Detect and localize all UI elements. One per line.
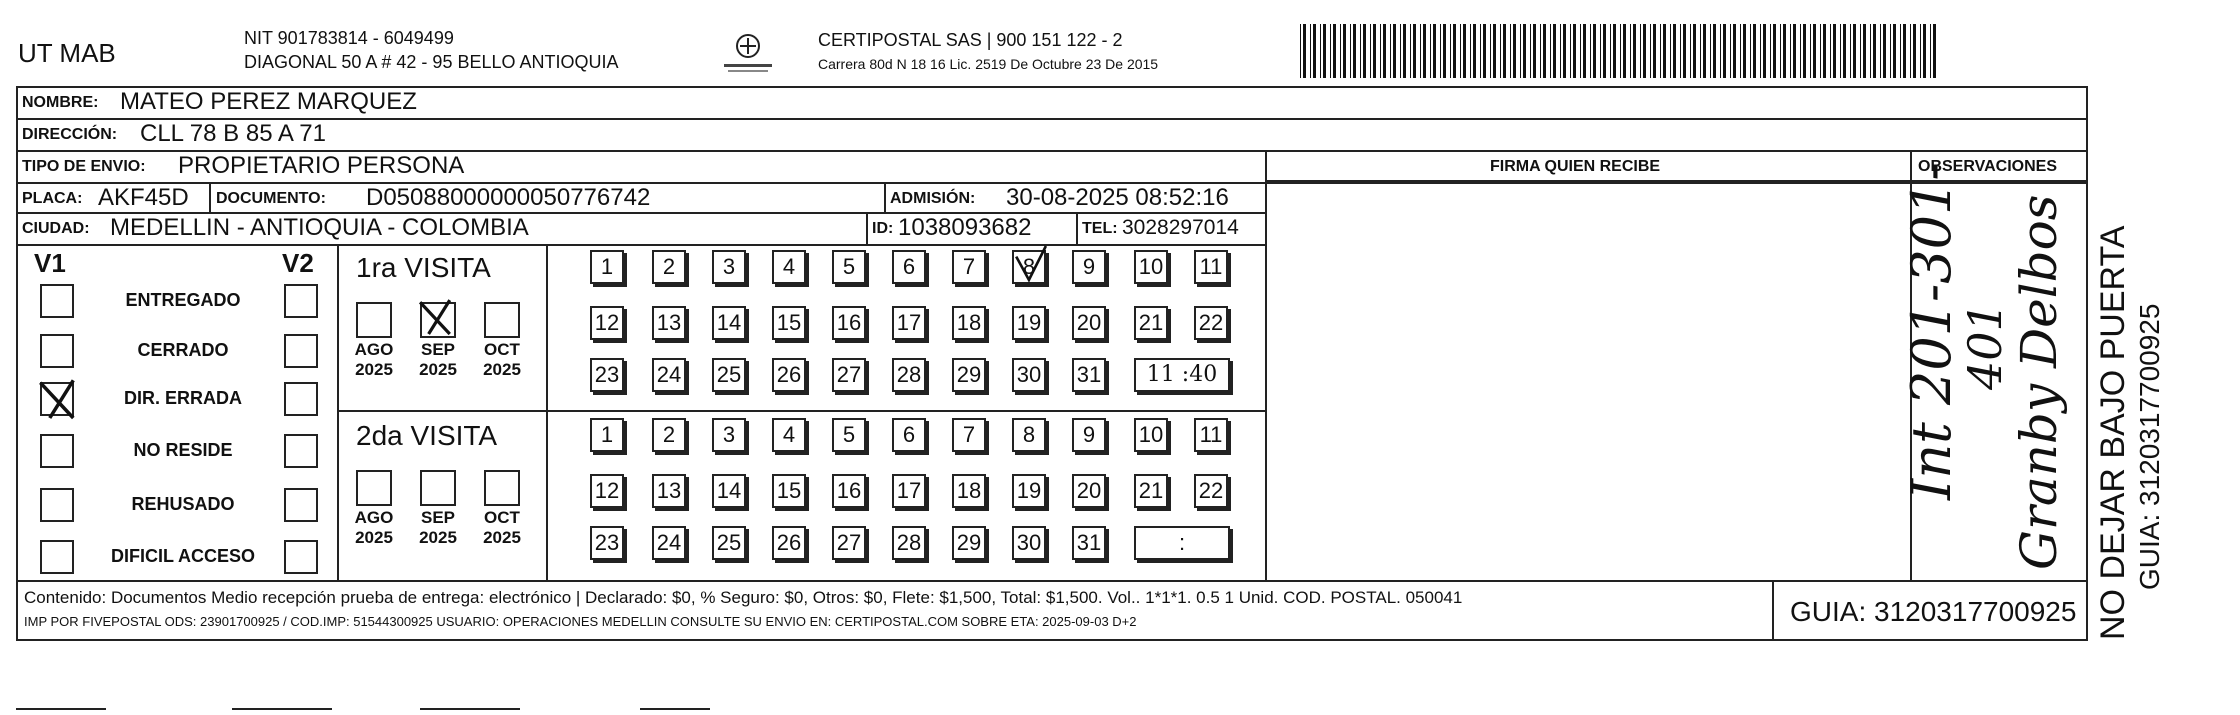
day-box[interactable]: 9 [1072, 418, 1106, 452]
day-box[interactable]: 28 [892, 526, 926, 560]
day-box[interactable]: 22 [1194, 306, 1228, 340]
time-box[interactable]: 11 :40 [1134, 358, 1230, 392]
v1-checkbox[interactable] [40, 382, 74, 416]
day-box[interactable]: 17 [892, 474, 926, 508]
day-box[interactable]: 5 [832, 250, 866, 284]
firma-header: FIRMA QUIEN RECIBE [1490, 158, 1661, 175]
day-box[interactable]: 19 [1012, 306, 1046, 340]
day-box[interactable]: 16 [832, 474, 866, 508]
year-label: 2025 [419, 528, 457, 547]
day-box[interactable]: 17 [892, 306, 926, 340]
time-box[interactable]: : [1134, 526, 1230, 560]
direccion-label: DIRECCIÓN: [22, 126, 118, 143]
day-box[interactable]: 9 [1072, 250, 1106, 284]
admision-label: ADMISIÓN: [890, 190, 976, 207]
handwriting-line2: 401 [1958, 302, 2012, 390]
day-box[interactable]: 15 [772, 306, 806, 340]
day-box[interactable]: 21 [1134, 474, 1168, 508]
v2-checkbox[interactable] [284, 434, 318, 468]
status-label: ENTREGADO [125, 290, 241, 310]
day-box[interactable]: 2 [652, 250, 686, 284]
company-name: UT MAB [18, 38, 116, 68]
day-box[interactable]: 3 [712, 418, 746, 452]
day-box[interactable]: 2 [652, 418, 686, 452]
v1-checkbox[interactable] [40, 434, 74, 468]
placa-label: PLACA: [22, 190, 83, 207]
v2-checkbox[interactable] [284, 284, 318, 318]
year-label: 2025 [355, 528, 393, 547]
barcode [1300, 24, 1940, 78]
day-box[interactable]: 4 [772, 418, 806, 452]
day-box[interactable]: 6 [892, 250, 926, 284]
day-box[interactable]: 31 [1072, 526, 1106, 560]
year-label: 2025 [483, 528, 521, 547]
tel-label: TEL: [1082, 220, 1118, 237]
day-box[interactable]: 31 [1072, 358, 1106, 392]
ciudad-value: MEDELLIN - ANTIOQUIA - COLOMBIA [110, 214, 529, 241]
day-box[interactable]: 19 [1012, 474, 1046, 508]
day-box[interactable]: 10 [1134, 250, 1168, 284]
month-checkbox[interactable] [484, 302, 520, 338]
admision-value: 30-08-2025 08:52:16 [1006, 184, 1229, 211]
day-box[interactable]: 22 [1194, 474, 1228, 508]
side-warning: NO DEJAR BAJO PUERTA [2094, 225, 2132, 640]
day-box[interactable]: 1 [590, 418, 624, 452]
day-box[interactable]: 18 [952, 474, 986, 508]
day-box[interactable]: 29 [952, 358, 986, 392]
day-box[interactable]: 13 [652, 474, 686, 508]
day-box[interactable]: 6 [892, 418, 926, 452]
day-box[interactable]: 27 [832, 526, 866, 560]
status-label: NO RESIDE [133, 440, 233, 460]
day-box[interactable]: 30 [1012, 358, 1046, 392]
v1-checkbox[interactable] [40, 334, 74, 368]
carrier-license: Carrera 80d N 18 16 Lic. 2519 De Octubre 23 De 2015 [818, 56, 1159, 72]
day-box[interactable]: 1 [590, 250, 624, 284]
day-box[interactable]: 16 [832, 306, 866, 340]
documento-value: D05088000000050776742 [366, 184, 651, 211]
day-box[interactable]: 15 [772, 474, 806, 508]
v1-checkbox[interactable] [40, 540, 74, 574]
year-label: 2025 [419, 360, 457, 379]
day-box[interactable]: 26 [772, 358, 806, 392]
month-checkbox[interactable] [356, 302, 392, 338]
day-box[interactable]: 21 [1134, 306, 1168, 340]
day-box[interactable]: 3 [712, 250, 746, 284]
v2-header: V2 [282, 248, 314, 278]
footer-content: Contenido: Documentos Medio recepción prueba de entrega: electrónico | Declarado: $0, % Seguro: $0, Otros: $0, Flete: $1,500, Total: $1,500. Vol.. 1*1*1. 0.5 1 Unid. COD. POSTAL. 050041 [24, 588, 1463, 607]
month-checkbox[interactable] [420, 470, 456, 506]
tipo-envio-value: PROPIETARIO PERSONA [178, 152, 465, 179]
handwriting-line1: Int 201-301- [1900, 162, 1963, 500]
placa-value: AKF45D [98, 184, 189, 211]
status-label: REHUSADO [131, 494, 235, 514]
documento-label: DOCUMENTO: [216, 190, 326, 207]
day-box[interactable]: 7 [952, 418, 986, 452]
id-label: ID: [872, 220, 894, 237]
status-label: CERRADO [137, 340, 229, 360]
v1-checkbox[interactable] [40, 488, 74, 522]
month-label: SEP [420, 508, 456, 527]
day-box[interactable]: 5 [832, 418, 866, 452]
day-box[interactable]: 24 [652, 526, 686, 560]
month-label: AGO [354, 340, 394, 359]
v2-checkbox[interactable] [284, 488, 318, 522]
status-label: DIR. ERRADA [123, 388, 242, 408]
day-box[interactable]: 11 [1194, 250, 1228, 284]
status-label: DIFICIL ACCESO [110, 546, 255, 566]
day-box[interactable]: 12 [590, 306, 624, 340]
day-box[interactable]: 29 [952, 526, 986, 560]
day-box[interactable]: 20 [1072, 474, 1106, 508]
side-guia: GUIA: 3120317700925 [2134, 303, 2165, 590]
year-label: 2025 [355, 360, 393, 379]
nombre-value: MATEO PEREZ MARQUEZ [120, 88, 417, 115]
month-checkbox[interactable] [420, 302, 456, 338]
day-box[interactable]: 26 [772, 526, 806, 560]
day-box[interactable]: 20 [1072, 306, 1106, 340]
handwriting-line3: Granby Delbos [2010, 194, 2068, 570]
observaciones-header: OBSERVACIONES [1918, 158, 2057, 175]
v1-header: V1 [34, 248, 66, 278]
day-box[interactable]: 24 [652, 358, 686, 392]
day-box[interactable]: 30 [1012, 526, 1046, 560]
v2-checkbox[interactable] [284, 334, 318, 368]
month-label: OCT [484, 508, 520, 527]
day-box[interactable]: 23 [590, 526, 624, 560]
carrier-name: CERTIPOSTAL SAS | 900 151 122 - 2 [818, 30, 1123, 50]
footer-guia: GUIA: 3120317700925 [1790, 596, 2077, 627]
ciudad-label: CIUDAD: [22, 220, 90, 237]
day-box[interactable]: 8 [1012, 418, 1046, 452]
day-box[interactable]: 25 [712, 358, 746, 392]
id-value: 1038093682 [898, 214, 1032, 241]
company-nit: NIT 901783814 - 6049499 [244, 28, 454, 48]
nombre-label: NOMBRE: [22, 94, 99, 111]
day-box[interactable]: 8 [1012, 250, 1046, 284]
visit1-title: 1ra VISITA [356, 252, 491, 283]
day-box[interactable]: 14 [712, 474, 746, 508]
certipostal-logo-icon [718, 30, 778, 74]
day-box[interactable]: 28 [892, 358, 926, 392]
day-box[interactable]: 25 [712, 526, 746, 560]
visit2-title: 2da VISITA [356, 420, 498, 451]
tipo-envio-label: TIPO DE ENVIO: [22, 158, 146, 175]
day-box[interactable]: 12 [590, 474, 624, 508]
month-label: OCT [484, 340, 520, 359]
tel-value: 3028297014 [1122, 216, 1239, 239]
day-box[interactable]: 7 [952, 250, 986, 284]
day-box[interactable]: 11 [1194, 418, 1228, 452]
day-box[interactable]: 13 [652, 306, 686, 340]
day-box[interactable]: 4 [772, 250, 806, 284]
company-address: DIAGONAL 50 A # 42 - 95 BELLO ANTIOQUIA [244, 52, 619, 72]
v2-checkbox[interactable] [284, 382, 318, 416]
day-box[interactable]: 23 [590, 358, 624, 392]
month-label: SEP [420, 340, 456, 359]
footer-imp: IMP POR FIVEPOSTAL ODS: 23901700925 / COD.IMP: 51544300925 USUARIO: OPERACIONES MEDELLIN CONSULTE SU ENVIO EN: CERTIPOSTAL.COM SOBRE ETA: 2025-09-03 D+2 [24, 614, 1137, 629]
direccion-value: CLL 78 B 85 A 71 [140, 120, 326, 147]
day-box[interactable]: 27 [832, 358, 866, 392]
v2-checkbox[interactable] [284, 540, 318, 574]
day-box[interactable]: 18 [952, 306, 986, 340]
month-checkbox[interactable] [484, 470, 520, 506]
day-box[interactable]: 14 [712, 306, 746, 340]
v1-checkbox[interactable] [40, 284, 74, 318]
month-label: AGO [354, 508, 394, 527]
year-label: 2025 [483, 360, 521, 379]
month-checkbox[interactable] [356, 470, 392, 506]
day-box[interactable]: 10 [1134, 418, 1168, 452]
